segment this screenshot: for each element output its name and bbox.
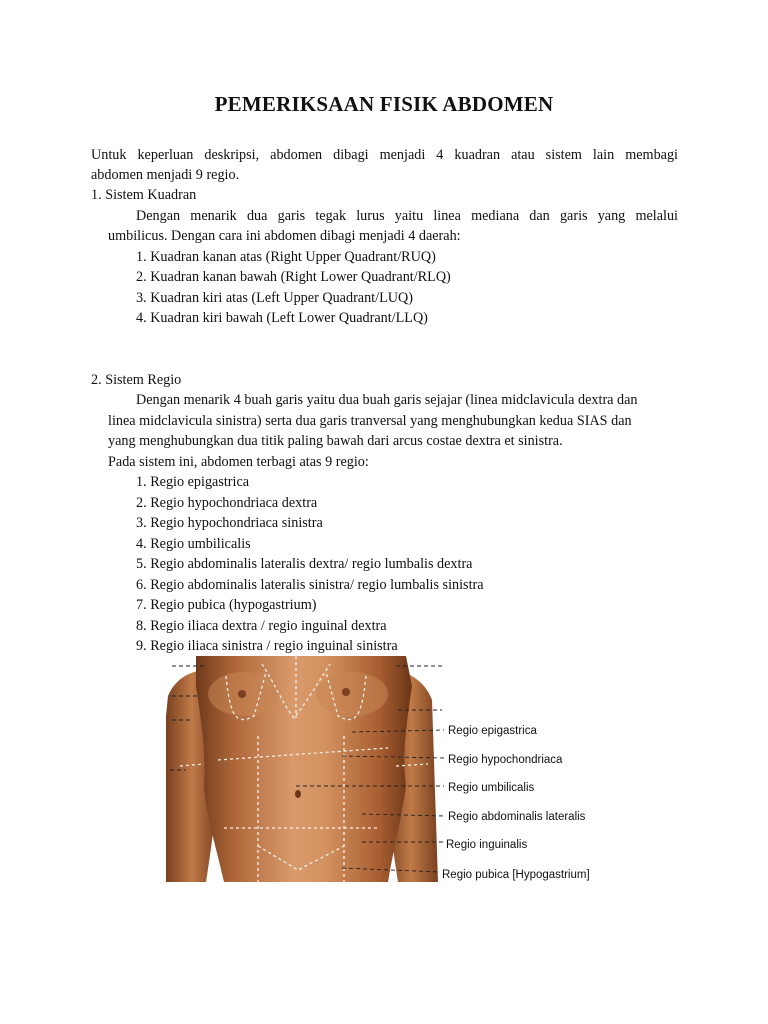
nipple-shape [342,688,350,696]
section2-item: 7. Regio pubica (hypogastrium) [136,597,317,613]
nipple-shape [238,690,246,698]
abdomen-regions-figure [166,656,606,882]
section1-para-line-2: umbilicus. Dengan cara ini abdomen dibagi menjadi 4 daerah: [108,228,461,244]
torso-illustration [166,656,606,882]
section2-item: 8. Regio iliaca dextra / regio inguinal dextra [136,618,387,634]
figure-label-abdominalis-lateralis: Regio abdominalis lateralis [448,811,586,823]
navel-shape [295,790,301,798]
section2-item: 6. Regio abdominalis lateralis sinistra/ regio lumbalis sinistra [136,577,484,593]
section1-item: 4. Kuadran kiri bawah (Left Lower Quadrant/LLQ) [136,310,428,326]
section1-item: 1. Kuadran kanan atas (Right Upper Quadrant/RUQ) [136,249,436,265]
figure-label-inguinalis: Regio inguinalis [446,839,528,851]
figure-label-epigastrica: Regio epigastrica [448,725,537,737]
section2-item: 5. Regio abdominalis lateralis dextra/ regio lumbalis dextra [136,556,473,572]
section2-item: 1. Regio epigastrica [136,474,250,490]
section2-para-line-1: Dengan menarik 4 buah garis yaitu dua buah garis sejajar (linea midclavicula dextra dan [136,392,638,408]
section2-heading: 2. Sistem Regio [91,372,182,388]
section1-para-line-1: Dengan menarik dua garis tegak lurus yaitu linea mediana dan garis yang melalui [136,208,678,224]
figure-label-pubica: Regio pubica [Hypogastrium] [442,869,590,881]
intro-line-2: abdomen menjadi 9 regio. [91,167,240,183]
page-title: PEMERIKSAAN FISIK ABDOMEN [214,92,554,116]
section1-item: 3. Kuadran kiri atas (Left Upper Quadrant/LUQ) [136,290,413,306]
section1-item: 2. Kuadran kanan bawah (Right Lower Quadrant/RLQ) [136,269,451,285]
section2-item: 3. Regio hypochondriaca sinistra [136,515,323,531]
section2-para-line-3: yang menghubungkan dua titik paling bawah dari arcus costae dextra et sinistra. [108,433,563,449]
section2-item: 4. Regio umbilicalis [136,536,251,552]
section2-para-line-2: linea midclavicula sinistra) serta dua garis tranversal yang menghubungkan kedua SIAS dan [108,413,632,429]
figure-label-hypochondriaca: Regio hypochondriaca [448,754,563,766]
figure-label-umbilicalis: Regio umbilicalis [448,782,535,794]
intro-line-1: Untuk keperluan deskripsi, abdomen dibagi menjadi 4 kuadran atau sistem lain membagi [91,147,678,163]
section2-item: 9. Regio iliaca sinistra / regio inguinal sinistra [136,638,398,654]
section2-para-line-4: Pada sistem ini, abdomen terbagi atas 9 regio: [108,454,369,470]
section2-item: 2. Regio hypochondriaca dextra [136,495,318,511]
section1-heading: 1. Sistem Kuadran [91,187,197,203]
